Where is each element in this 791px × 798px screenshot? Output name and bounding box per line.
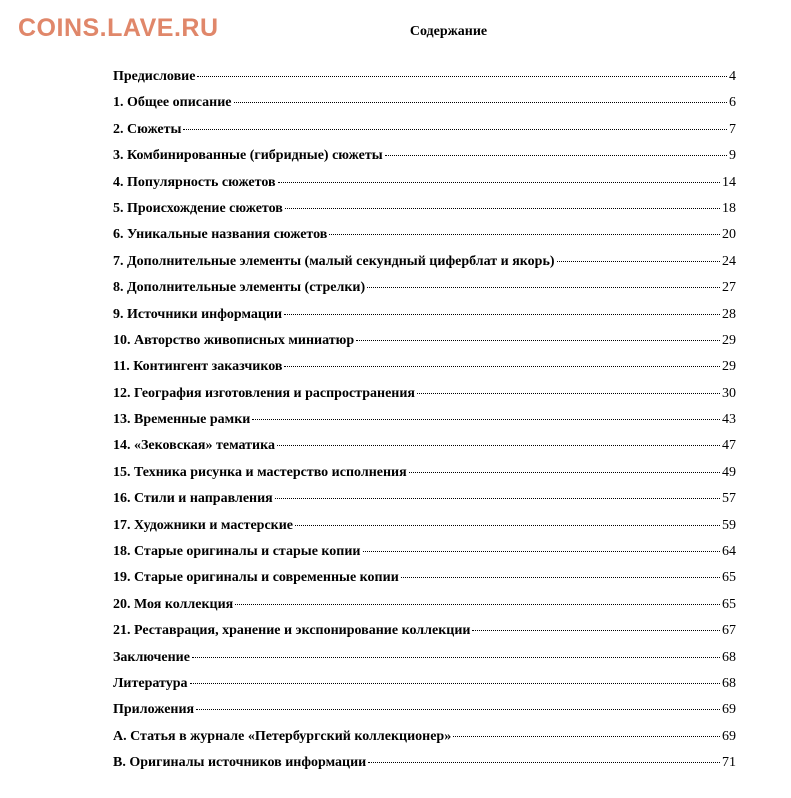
toc-entry[interactable] (113, 699, 736, 725)
toc-entry-page-number: 29 (722, 332, 736, 348)
toc-entry-label: Приложения (113, 702, 195, 718)
watermark-logo: COINS.LAVE.RU (18, 14, 219, 42)
toc-entry-page-number: 4 (729, 69, 736, 84)
toc-entry-label: 11. Контингент заказчиков (113, 359, 283, 375)
toc-entry[interactable] (113, 172, 736, 198)
toc-entry-page-number: 27 (722, 280, 736, 296)
dot-leader (252, 419, 720, 420)
toc-entry-page-number: 6 (729, 95, 736, 111)
toc-entry[interactable] (113, 567, 736, 593)
toc-entry[interactable] (113, 198, 736, 224)
toc-entry-label: Заключение (113, 649, 190, 665)
toc-entry[interactable] (113, 304, 736, 330)
toc-entry-label: 2. Сюжеты (113, 121, 182, 137)
toc-entry-page-number: 69 (722, 702, 736, 718)
toc-entry-page-number: 59 (722, 517, 736, 533)
toc-entry-page-number: 57 (722, 491, 736, 507)
toc-entry-page-number: 28 (722, 306, 736, 322)
toc-entry[interactable] (113, 383, 736, 409)
toc-entry[interactable] (113, 92, 736, 118)
toc-entry-label: 1. Общее описание (113, 95, 232, 111)
toc-entry[interactable] (113, 488, 736, 514)
toc-entry[interactable] (113, 66, 736, 92)
dot-leader (285, 208, 720, 209)
toc-entry-label: 8. Дополнительные элементы (стрелки) (113, 280, 366, 296)
toc-entry[interactable] (113, 224, 736, 250)
dot-leader (278, 182, 720, 183)
dot-leader (356, 340, 720, 341)
toc-entry[interactable] (113, 330, 736, 356)
dot-leader (196, 709, 720, 710)
toc-entry-page-number: 47 (722, 438, 736, 454)
dot-leader (275, 498, 720, 499)
toc-entry[interactable] (113, 726, 736, 752)
table-of-contents (113, 66, 736, 779)
toc-entry-label: 21. Реставрация, хранение и экспонирование коллекции (113, 623, 471, 639)
dot-leader (183, 129, 727, 130)
toc-entry-page-number: 7 (729, 121, 736, 137)
toc-entry-label: B. Оригиналы источников информации (113, 755, 367, 771)
toc-entry[interactable] (113, 620, 736, 646)
toc-entry-label: 12. География изготовления и распространения (113, 385, 415, 401)
dot-leader (295, 525, 720, 526)
toc-entry-label: 18. Старые оригиналы и старые копии (113, 544, 361, 560)
toc-entry[interactable] (113, 251, 736, 277)
toc-entry-page-number: 9 (729, 148, 736, 164)
toc-entry-label: 5. Происхождение сюжетов (113, 200, 283, 216)
dot-leader (453, 736, 720, 737)
toc-entry-page-number: 68 (722, 649, 736, 665)
toc-entry-label: 7. Дополнительные элементы (малый секундный циферблат и якорь) (113, 253, 555, 269)
toc-entry[interactable] (113, 435, 736, 461)
dot-leader (192, 657, 720, 658)
toc-entry[interactable] (113, 462, 736, 488)
toc-entry[interactable] (113, 647, 736, 673)
dot-leader (368, 762, 720, 763)
toc-entry-page-number: 68 (722, 675, 736, 691)
dot-leader (417, 393, 720, 394)
toc-entry-page-number: 18 (722, 200, 736, 216)
toc-entry-label: 16. Стили и направления (113, 491, 273, 507)
dot-leader (472, 630, 720, 631)
toc-entry-page-number: 49 (722, 464, 736, 480)
toc-entry[interactable] (113, 515, 736, 541)
dot-leader (385, 155, 727, 156)
dot-leader (367, 287, 720, 288)
toc-entry-page-number: 65 (722, 596, 736, 612)
toc-entry-page-number: 30 (722, 385, 736, 401)
dot-leader (234, 102, 727, 103)
toc-entry[interactable] (113, 594, 736, 620)
toc-entry-label: 9. Источники информации (113, 306, 283, 322)
dot-leader (557, 261, 720, 262)
toc-entry-label: 20. Моя коллекция (113, 596, 234, 612)
toc-entry-page-number: 71 (722, 755, 736, 771)
toc-entry-label: Предисловие (113, 69, 196, 84)
toc-entry[interactable] (113, 541, 736, 567)
toc-entry[interactable] (113, 673, 736, 699)
toc-entry-page-number: 43 (722, 412, 736, 428)
toc-entry-label: 19. Старые оригиналы и современные копии (113, 570, 399, 586)
dot-leader (235, 604, 720, 605)
toc-entry[interactable] (113, 356, 736, 382)
toc-entry[interactable] (113, 752, 736, 778)
toc-entry-label: 4. Популярность сюжетов (113, 174, 276, 190)
toc-entry-page-number: 69 (722, 728, 736, 744)
dot-leader (277, 445, 720, 446)
toc-entry-label: 15. Техника рисунка и мастерство исполнения (113, 464, 407, 480)
toc-entry-page-number: 65 (722, 570, 736, 586)
toc-entry-label: 13. Временные рамки (113, 412, 251, 428)
dot-leader (284, 314, 720, 315)
toc-entry[interactable] (113, 409, 736, 435)
toc-entry-page-number: 24 (722, 253, 736, 269)
toc-entry-label: 6. Уникальные названия сюжетов (113, 227, 328, 243)
toc-entry-page-number: 29 (722, 359, 736, 375)
toc-entry[interactable] (113, 145, 736, 171)
toc-entry-label: 14. «Зековская» тематика (113, 438, 275, 454)
dot-leader (329, 234, 720, 235)
toc-entry-label: 3. Комбинированные (гибридные) сюжеты (113, 148, 383, 164)
toc-entry[interactable] (113, 119, 736, 145)
toc-entry-page-number: 20 (722, 227, 736, 243)
dot-leader (409, 472, 720, 473)
toc-entry-page-number: 14 (722, 174, 736, 190)
dot-leader (401, 577, 720, 578)
toc-entry-page-number: 67 (722, 623, 736, 639)
dot-leader (190, 683, 721, 684)
dot-leader (284, 366, 720, 367)
toc-entry[interactable] (113, 277, 736, 303)
page-title: Содержание (409, 24, 488, 39)
toc-entry-label: 17. Художники и мастерские (113, 517, 294, 533)
toc-entry-label: 10. Авторство живописных миниатюр (113, 332, 355, 348)
toc-entry-page-number: 64 (722, 544, 736, 560)
toc-entry-label: A. Статья в журнале «Петербургский коллекционер» (113, 728, 452, 744)
dot-leader (197, 76, 727, 77)
dot-leader (363, 551, 721, 552)
toc-entry-label: Литература (113, 675, 188, 691)
